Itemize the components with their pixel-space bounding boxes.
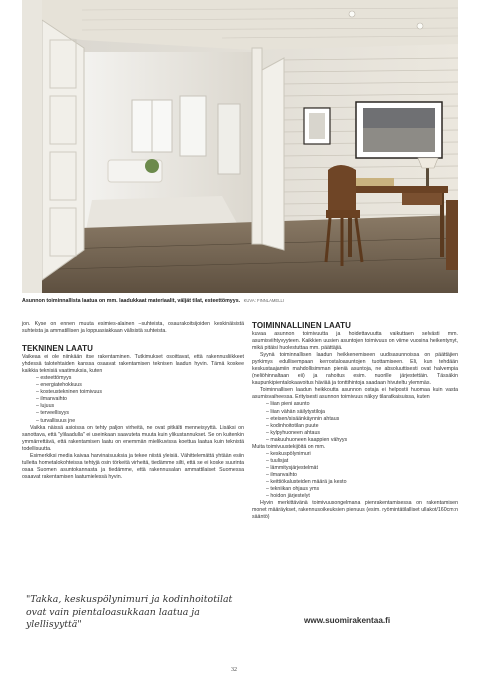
technical-paragraph-2: Vaikka näissä asioissa on tehty paljon virheitä, ne ovat pitkälti menneisyyttä. Lisäksi on sanottava, että "ylilaadulla" ei useinkaan saavuteta muuta kuin ylikustannukset. Se on kuitenkin ymmärrettävä, että rakentamisen laatu on enemmän mielikuvissa koettua laatua kuin teknistä todellisuutta. — [22, 424, 244, 452]
photo-caption — [22, 297, 458, 305]
page-number: 32 — [231, 667, 237, 673]
functional-paragraph-4: Hyvin merkittävänä toimivuusongelmana pienrakentamisessa on rakentamisen monet määräykset, rakennusoikeuksien pienuus (esim. ryömintätilalliset ullakot/160cm:n sääntö) — [252, 500, 458, 521]
list-item: – lujuus — [36, 403, 244, 410]
list-item: – tuulisjat — [266, 458, 458, 465]
functional-paragraph-1: kuvaa asunnon toimivuutta ja hoidettavuutta vaikuttaen selvästi mm. asumisviihtyvyyteen. Kaikkien uusien asuntojen toimivuus on viime vuosina heikentynyt, mikä pitäisi huolestuttaa mm. päättäjiä. — [252, 331, 458, 352]
list-item: – liian vähän säilytystiloja — [266, 409, 458, 416]
list-item: – kylpyhuoneen ahtaus — [266, 430, 458, 437]
list-item: – eteisen/sisäänkäynnin ahtaus — [266, 416, 458, 423]
functional-paragraph-3: Toiminnallisen laadun heikkoutta asunnon ostaja ei helpostii huomaa kuin vasta asumisvaiheessa. Erityisesti asunnon toimivuus näkyy tilaratkaisuissa, kuten — [252, 387, 458, 401]
other-factors-list — [252, 451, 458, 500]
list-item: – terveellisyys — [36, 410, 244, 417]
list-item: – lämmitysjärjestelmät — [266, 465, 458, 472]
other-factors-lead: Muita toimivuustekijöitä on mm. — [252, 443, 326, 450]
list-item: – kosteustekninen toimivuus — [36, 389, 244, 396]
list-item: – keskuspölynimuri — [266, 451, 458, 458]
interior-photo — [22, 0, 458, 293]
caption-text: Asunnon toiminnallista laatua on mm. laadukkaat materiaalit, väljät tilat, esteettömyys. — [22, 298, 241, 304]
technical-paragraph-3: Esimerkiksi media kaivaa harvinaisuuksia ja tekee niistä yleisiä. Vähittelemättä yhtään esiin tulleita hometalokohteissa tehtyjä osin törkeitä virheitä, tiedämme silti, että se ei koske suurinta osaa Suomen asuntokannasta ja tiedämme, että rakennusalan ammattilaiset Suomessa osaavat rakentamisen laatumielessä hyvin. — [22, 452, 244, 480]
list-item: – esteettömyys — [36, 375, 244, 382]
technical-requirements-list — [22, 375, 244, 424]
website-link[interactable]: www.suomirakentaa.fi — [304, 616, 391, 625]
technical-paragraph-1: Vaikeaa ei ole niinkään itse rakentaminen. Tutkimukset osoittavat, että rakennusliikkeet yhdessä talotehtaiden kanssa osaavat rakentamisen teknisen laadun hyvin. Tämä koskee kaikkia teknisiä vaatimuksia, kuten — [22, 354, 244, 375]
left-column — [22, 321, 244, 481]
functional-paragraph-2: Syynä toiminnallisen laadun heikkenemiseen uudisasunnoissa on päättäjien pyrkimys edullisempaan kerrostaloasuntojen tuottamiseen. Eli, kun tehdään keskustaajamiin mahdollisimman pieniä asuntoja, ne absoluuttisesti ovat halvempia (neliöhinnaltaan eii) ja rahoitus esim. nuorille järjestettäin. Tässäkin kaupunkipientalokaavoitus häviää ja tonttihintoja saadaan hivuteltu ylemmäs. — [252, 352, 458, 387]
space-solutions-list — [252, 401, 458, 443]
list-item: – tekniikan ohjaus yms — [266, 486, 458, 493]
right-column — [252, 321, 458, 521]
list-item: – keittiökalusteiden määrä ja kesto — [266, 479, 458, 486]
list-item: – ilmanvaihto — [266, 472, 458, 479]
list-item: – turvallisuus jne — [36, 418, 244, 425]
list-item: – ilmanvaihto — [36, 396, 244, 403]
list-item: – hoidon järjestelyt — [266, 493, 458, 500]
list-item: – energiatehokkuus — [36, 382, 244, 389]
pull-quote: "Takka, keskuspölynimuri ja kodinhoitotilat ovat vain pientaloasukkaan laatua ja ylellisyyttä" — [26, 594, 233, 630]
caption-credit: KUVA: FINNLAMELLI — [243, 298, 285, 303]
list-item: – kodinhoitotilan puute — [266, 423, 458, 430]
intro-paragraph: jon. Kyse on ennen muuta esimies-alainen –suhteista, osaurakoitsijoiden keskinäisistä suhteista ja ammatillisen ja loppuasiakkaan välisistä suhteista. — [22, 321, 244, 335]
list-item: – makuuhuoneen kaappien vähyys — [266, 437, 458, 444]
functional-quality-heading: TOIMINNALLINEN LAATU — [252, 321, 352, 330]
list-item: – liian pieni asunto — [266, 401, 458, 408]
technical-quality-heading: TEKNINEN LAATU — [22, 344, 94, 354]
